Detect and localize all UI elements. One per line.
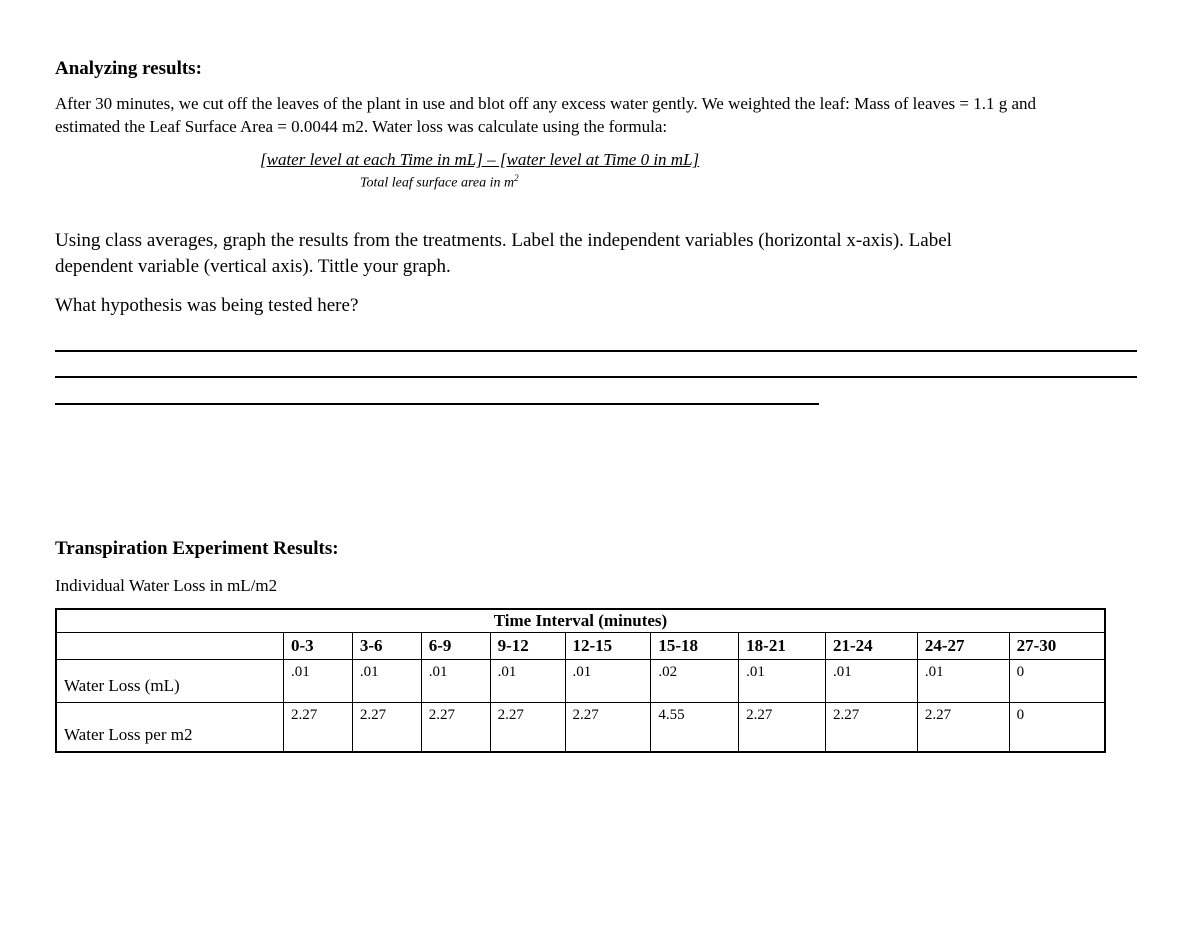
table-cell: 2.27 <box>283 703 352 753</box>
row-label-water-loss: Water Loss (mL) <box>56 660 283 703</box>
answer-line-3 <box>55 403 819 405</box>
hypothesis-question: What hypothesis was being tested here? <box>55 295 359 316</box>
table-cell: .01 <box>283 660 352 703</box>
table-cell: .01 <box>739 660 826 703</box>
interval-header: 27-30 <box>1009 633 1105 660</box>
interval-header: 6-9 <box>421 633 490 660</box>
table-row <box>56 703 1105 753</box>
table-cell: 0 <box>1009 703 1105 753</box>
table-cell: .01 <box>352 660 421 703</box>
table-cell: 2.27 <box>739 703 826 753</box>
instructions-line-1: Using class averages, graph the results from the treatments. Label the independent variables (horizontal x-axis). Label <box>55 230 952 251</box>
table-cell: 2.27 <box>917 703 1009 753</box>
results-table <box>55 608 1106 753</box>
table-cell: .01 <box>490 660 565 703</box>
intro-line-2: estimated the Leaf Surface Area = 0.0044 m2. Water loss was calculate using the formula: <box>55 117 668 136</box>
analyzing-heading: Analyzing results: <box>55 58 202 79</box>
table-caption: Time Interval (minutes) <box>56 609 1105 633</box>
table-caption-row <box>56 609 1105 633</box>
interval-header: 0-3 <box>283 633 352 660</box>
table-cell: .01 <box>917 660 1009 703</box>
results-subheading: Individual Water Loss in mL/m2 <box>55 576 278 595</box>
answer-line-2 <box>55 376 1137 378</box>
table-cell: 2.27 <box>565 703 651 753</box>
intro-line-1: After 30 minutes, we cut off the leaves of the plant in use and blot off any excess water gently. We weighted the leaf: Mass of leaves = 1.1 g and <box>55 94 1037 113</box>
interval-header: 12-15 <box>565 633 651 660</box>
header-corner-cell <box>56 633 283 660</box>
instructions-line-2: dependent variable (vertical axis). Tittle your graph. <box>55 256 451 277</box>
formula-denominator-text: Total leaf surface area in m <box>360 175 515 191</box>
interval-header: 15-18 <box>651 633 739 660</box>
interval-header: 21-24 <box>826 633 918 660</box>
table-cell: 2.27 <box>352 703 421 753</box>
table-cell: .01 <box>565 660 651 703</box>
answer-line-1 <box>55 350 1137 352</box>
table-cell: 2.27 <box>490 703 565 753</box>
interval-header: 18-21 <box>739 633 826 660</box>
formula-denominator <box>360 173 519 192</box>
formula-denominator-exponent: 2 <box>514 173 519 183</box>
interval-header: 3-6 <box>352 633 421 660</box>
table-cell: 4.55 <box>651 703 739 753</box>
table-row <box>56 660 1105 703</box>
interval-header: 9-12 <box>490 633 565 660</box>
table-cell: .01 <box>421 660 490 703</box>
interval-header: 24-27 <box>917 633 1009 660</box>
results-heading: Transpiration Experiment Results: <box>55 538 339 559</box>
formula-numerator: [water level at each Time in mL] – [water level at Time 0 in mL] <box>260 150 700 169</box>
table-cell: 2.27 <box>826 703 918 753</box>
row-label-water-loss-per-m2: Water Loss per m2 <box>56 703 283 753</box>
table-cell: 0 <box>1009 660 1105 703</box>
table-cell: .01 <box>826 660 918 703</box>
table-cell: .02 <box>651 660 739 703</box>
table-header-row <box>56 633 1105 660</box>
table-cell: 2.27 <box>421 703 490 753</box>
